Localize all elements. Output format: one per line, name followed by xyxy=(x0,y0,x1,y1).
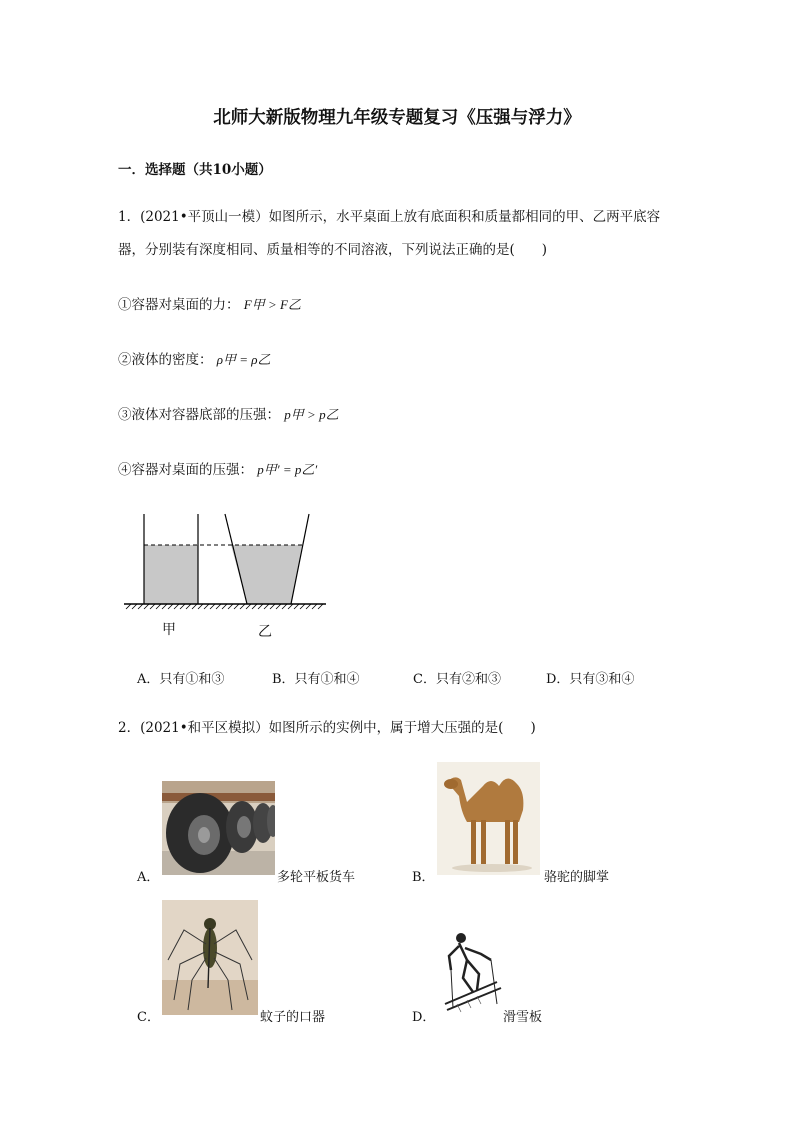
q1-option-d[interactable]: D．只有③和④ xyxy=(546,672,635,687)
containers-diagram xyxy=(120,512,330,612)
q1-option-b[interactable]: B．只有①和④ xyxy=(272,672,360,687)
q2-option-a-letter[interactable]: A． xyxy=(137,870,160,885)
q1-stem-line2: 器，分别装有深度相同、质量相等的不同溶液，下列说法正确的是( ) xyxy=(118,242,548,258)
container-b-label: 乙 xyxy=(258,624,272,640)
q1-statement-3 xyxy=(118,403,339,423)
q1-statement-1 xyxy=(118,293,301,313)
q1-stem-line1: 1．(2021•平顶山一模）如图所示，水平桌面上放有底面积和质量都相同的甲、乙两平底容 xyxy=(118,209,661,225)
statement-1-formula: F甲 > F乙 xyxy=(243,297,301,312)
statement-2-text: ②液体的密度： xyxy=(118,352,213,368)
statement-1-text: ①容器对桌面的力： xyxy=(118,297,240,313)
page-title: 北师大新版物理九年级专题复习《压强与浮力》 xyxy=(213,108,581,128)
skier-image xyxy=(437,930,503,1015)
q2-option-b-caption: 骆驼的脚掌 xyxy=(544,870,610,885)
section-heading: 一．选择题（共10小题） xyxy=(118,162,272,178)
q2-option-c-letter[interactable]: C． xyxy=(137,1010,160,1025)
q1-statement-2 xyxy=(118,348,271,368)
q1-option-c[interactable]: C．只有②和③ xyxy=(413,672,501,687)
container-a-label: 甲 xyxy=(162,622,176,638)
statement-3-text: ③液体对容器底部的压强： xyxy=(118,407,280,423)
mosquito-image xyxy=(162,900,258,1015)
q2-option-d-letter[interactable]: D． xyxy=(412,1010,436,1025)
statement-2-formula: ρ甲 = ρ乙 xyxy=(216,352,271,367)
statement-3-formula: p甲 > p乙 xyxy=(284,407,339,422)
q2-option-b-letter[interactable]: B． xyxy=(412,870,435,885)
camel-image xyxy=(437,762,540,875)
q1-option-a[interactable]: A．只有①和③ xyxy=(137,672,225,687)
q2-option-d-caption: 滑雪板 xyxy=(503,1010,543,1025)
container-b-liquid xyxy=(231,545,302,604)
q1-statement-4 xyxy=(118,458,317,478)
container-a-liquid xyxy=(144,545,198,604)
q2-option-c-caption: 蚊子的口器 xyxy=(260,1010,326,1025)
q2-option-a-caption: 多轮平板货车 xyxy=(277,870,356,885)
truck-wheels-image xyxy=(162,781,275,875)
statement-4-formula: p甲′ = p乙′ xyxy=(257,462,318,477)
statement-4-text: ④容器对桌面的压强： xyxy=(118,462,253,478)
q2-stem: 2．(2021•和平区模拟）如图所示的实例中，属于增大压强的是( ) xyxy=(118,720,536,736)
table-hatching xyxy=(126,604,323,609)
